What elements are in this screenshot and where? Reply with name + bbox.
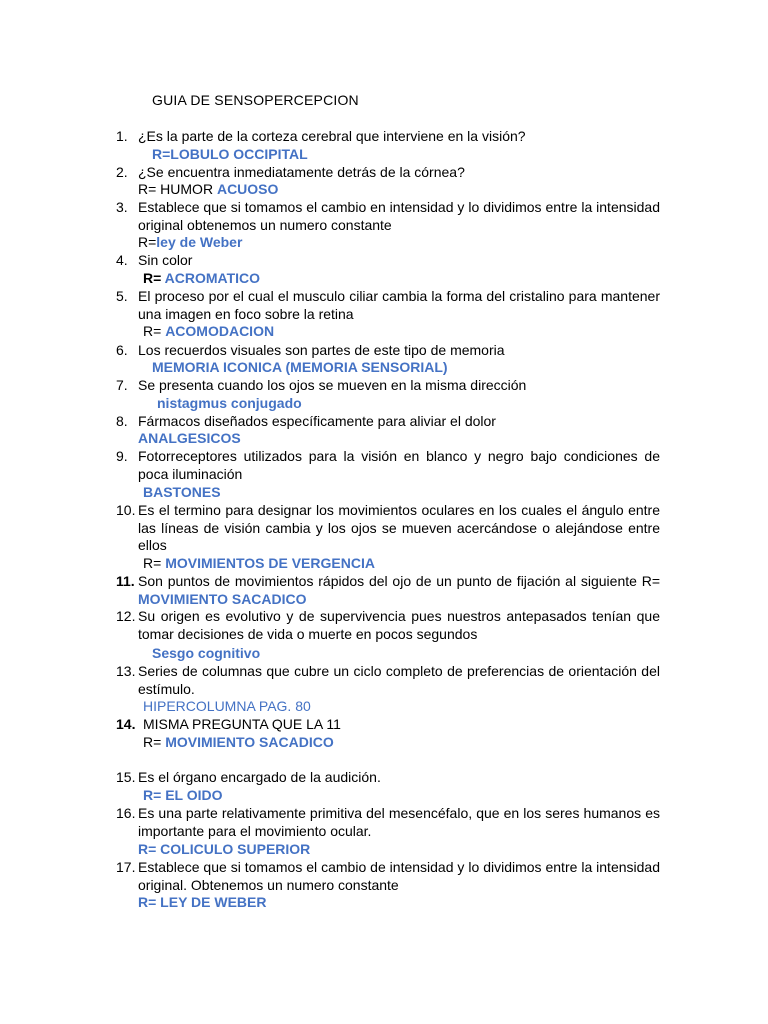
answer-text: nistagmus conjugado — [157, 395, 302, 411]
answer-line — [143, 787, 223, 804]
item-number: 6. — [116, 342, 128, 358]
answer-prefix: R= — [143, 555, 166, 571]
answer-text: BASTONES — [143, 484, 221, 500]
item-number: 5. — [116, 288, 128, 304]
answer-line — [143, 323, 274, 340]
question-text: Los recuerdos visuales son partes de este tipo de memoria — [138, 342, 505, 358]
question-text: MISMA PREGUNTA QUE LA 11 — [143, 716, 341, 732]
answer-prefix: R= — [138, 234, 157, 250]
answer-prefix: R= HUMOR — [138, 181, 217, 197]
item-number: 16. — [116, 805, 136, 821]
answer-prefix: R= — [143, 323, 166, 339]
question-text: Es el órgano encargado de la audición. — [138, 769, 381, 785]
answer-text: MEMORIA ICONICA (MEMORIA SENSORIAL) — [152, 359, 448, 375]
answer-text: R=LOBULO OCCIPITAL — [152, 146, 308, 162]
answer-line — [143, 734, 334, 751]
answer-prefix: R= — [143, 734, 166, 750]
answer-text: ACOMODACION — [165, 323, 275, 339]
answer-text: ACROMATICO — [164, 270, 261, 286]
item-number: 17. — [116, 859, 136, 875]
answer-text: ACUOSO — [216, 181, 279, 197]
answer-text: ley de Weber — [156, 234, 243, 250]
question-text: Sin color — [138, 252, 193, 268]
item-number: 4. — [116, 252, 128, 268]
item-number: 9. — [116, 448, 128, 464]
item-number: 11. — [116, 573, 135, 589]
question-text: Su origen es evolutivo y de supervivencia pues nuestros antepasados tenían que tomar decisiones de vida o muerte en pocos segundos — [138, 608, 660, 642]
item-number: 8. — [116, 413, 128, 429]
question-text — [138, 573, 660, 608]
answer-line — [143, 555, 375, 572]
answer-text: HIPERCOLUMNA PAG. 80 — [143, 698, 311, 714]
answer-text: MOVIMIENTO SACADICO — [138, 590, 307, 607]
item-number: 10. — [116, 502, 136, 518]
answer-text: R= LEY DE WEBER — [138, 894, 267, 910]
question-text: Series de columnas que cubre un ciclo completo de preferencias de orientación del estímulo. — [138, 663, 660, 697]
answer-text: EL OIDO — [165, 787, 223, 803]
answer-prefix: R= — [641, 573, 660, 589]
question-text: Fármacos diseñados específicamente para aliviar el dolor — [138, 413, 496, 429]
answer-prefix: R= — [143, 787, 166, 803]
question-text: ¿Se encuentra inmediatamente detrás de la córnea? — [138, 164, 465, 180]
item-number: 3. — [116, 199, 128, 215]
question-text: Es el termino para designar los movimientos oculares en los cuales el ángulo entre las líneas de visión cambia y los ojos se mueven acercándose o alejándose entre ellos — [138, 502, 660, 553]
answer-line — [143, 270, 260, 287]
answer-line — [138, 181, 278, 198]
question-text: Establece que si tomamos el cambio en intensidad y lo dividimos entre la intensidad original obtenemos un numero constante — [138, 199, 660, 233]
page-title: GUIA DE SENSOPERCEPCION — [152, 92, 359, 108]
item-number: 12. — [116, 608, 136, 624]
question-text: Fotorreceptores utilizados para la visión en blanco y negro bajo condiciones de poca iluminación — [138, 448, 660, 482]
item-number: 2. — [116, 164, 128, 180]
item-number: 15. — [116, 769, 136, 785]
item-number: 7. — [116, 377, 128, 393]
question-text: Es una parte relativamente primitiva del mesencéfalo, que en los seres humanos es importante para el movimiento ocular. — [138, 805, 660, 839]
item-number: 13. — [116, 663, 136, 679]
question-text: Establece que si tomamos el cambio de intensidad y lo dividimos entre la intensidad original. Obtenemos un numero constante — [138, 859, 660, 893]
question-body: Son puntos de movimientos rápidos del ojo de un punto de fijación al siguiente — [138, 573, 642, 589]
answer-text: MOVIMIENTO SACADICO — [165, 734, 334, 750]
item-number: 1. — [116, 128, 128, 144]
question-text: El proceso por el cual el musculo ciliar cambia la forma del cristalino para mantener una imagen en foco sobre la retina — [138, 288, 660, 322]
question-text: ¿Es la parte de la corteza cerebral que interviene en la visión? — [138, 128, 526, 144]
question-text: Se presenta cuando los ojos se mueven en la misma dirección — [138, 377, 527, 393]
item-number: 14. — [116, 716, 136, 732]
answer-text: Sesgo cognitivo — [152, 645, 261, 661]
answer-text: R= COLICULO SUPERIOR — [138, 841, 311, 857]
answer-prefix: R= — [143, 270, 165, 286]
answer-text: ANALGESICOS — [138, 430, 241, 446]
answer-line — [138, 234, 242, 251]
answer-text: MOVIMIENTOS DE VERGENCIA — [165, 555, 375, 571]
